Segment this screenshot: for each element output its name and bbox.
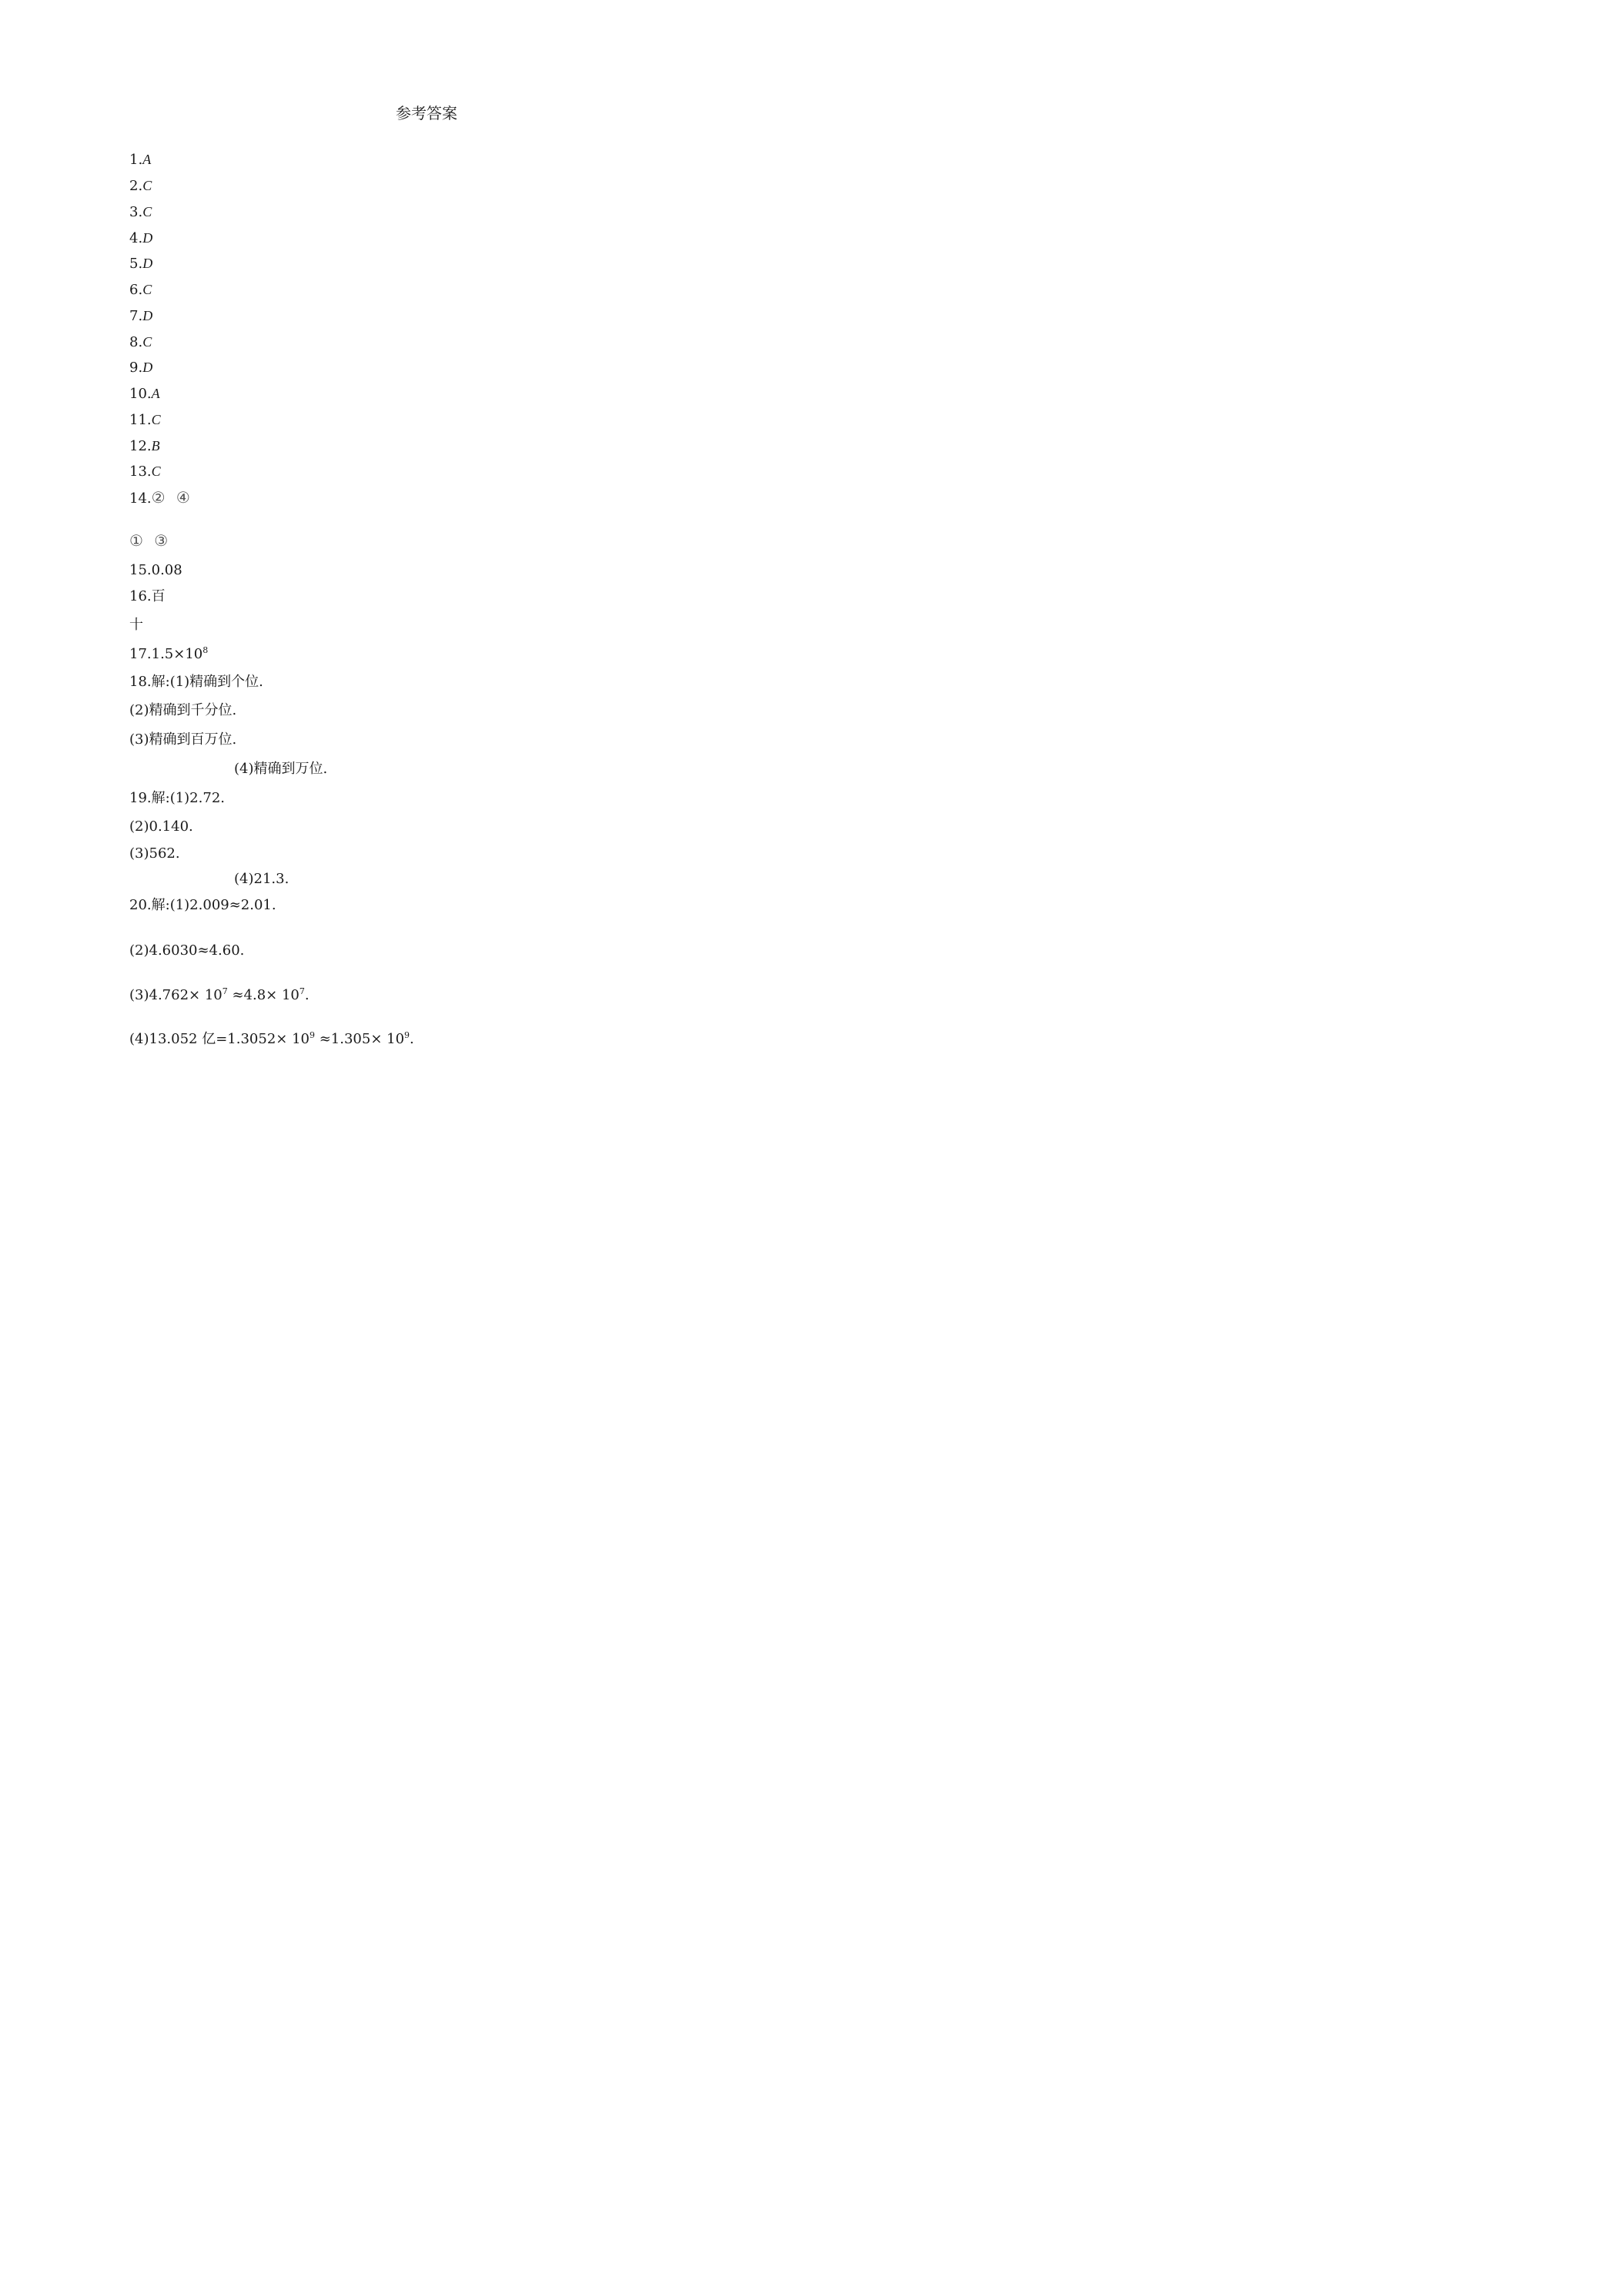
answer-19-line-4: (4)21.3.: [234, 871, 289, 887]
exponent: 7: [222, 986, 228, 996]
answer-choice: C: [142, 178, 152, 193]
answer-number: 4.: [129, 230, 143, 246]
answer-text: .: [304, 987, 310, 1003]
answer-text: (4)13.052 亿=1.3052× 10: [129, 1031, 310, 1047]
answer-17: [129, 645, 208, 664]
answer-choice: D: [142, 256, 153, 271]
answer-19-line-2: (2)0.140.: [129, 818, 193, 835]
exponent: 8: [202, 645, 209, 655]
answer-number: 3.: [129, 204, 143, 220]
answer-number: 1.: [129, 152, 143, 168]
answer-18-line-2: (2)精确到千分位.: [129, 702, 237, 718]
answer-number: 13.: [129, 464, 152, 480]
answer-number: 12.: [129, 438, 152, 454]
answer-choice: D: [142, 360, 153, 375]
answer-number: 5.: [129, 256, 143, 272]
answer-number: 2.: [129, 178, 143, 194]
answer-choice: D: [142, 230, 153, 246]
answer-number: 14.: [129, 490, 152, 507]
answer-7: [129, 306, 152, 326]
answer-number: 8.: [129, 334, 143, 350]
answer-text: .: [410, 1031, 414, 1047]
answer-choice: A: [142, 152, 152, 167]
answer-16-continued: 十: [129, 617, 143, 633]
answer-12: [129, 437, 160, 456]
answer-choice: D: [142, 308, 153, 323]
answer-number: 7.: [129, 308, 143, 324]
answer-circled-numbers: ② ④: [151, 488, 193, 507]
answer-choice: C: [151, 464, 161, 479]
answer-14: [129, 488, 193, 508]
answer-10: [129, 384, 160, 403]
answer-20-line-3: [129, 986, 310, 1005]
answer-number: 9.: [129, 360, 143, 376]
answer-20-line-2: (2)4.6030≈4.60.: [129, 942, 245, 959]
answer-11: [129, 410, 161, 430]
answer-choice: C: [142, 204, 152, 219]
answer-number: 11.: [129, 412, 152, 428]
answer-9: [129, 358, 152, 377]
answer-choice: C: [142, 334, 152, 350]
answer-18-line-4: (4)精确到万位.: [234, 761, 328, 777]
answer-6: [129, 280, 152, 300]
answer-circled-numbers: ① ③: [129, 531, 172, 550]
answer-1: [129, 150, 151, 169]
answer-16: 16.百: [129, 588, 166, 604]
exponent: 7: [299, 986, 305, 996]
exponent: 9: [404, 1030, 410, 1040]
answer-8: [129, 333, 152, 352]
answer-3: [129, 202, 152, 222]
answer-18-line-1: 18.解:(1)精确到个位.: [129, 674, 263, 690]
answer-text: ≈4.8× 10: [227, 987, 300, 1003]
answer-15: 15.0.08: [129, 562, 182, 578]
answer-19-line-3: (3)562.: [129, 845, 180, 862]
answer-2: [129, 176, 152, 196]
answer-choice: C: [151, 412, 161, 427]
answer-19-line-1: 19.解:(1)2.72.: [129, 790, 225, 806]
answer-text: ≈1.305× 10: [314, 1031, 405, 1047]
answer-choice: A: [151, 386, 160, 401]
answer-20-line-4: [129, 1030, 414, 1049]
answer-text: (3)4.762× 10: [129, 987, 223, 1003]
answer-5: [129, 254, 152, 273]
page-title: 参考答案: [396, 104, 457, 122]
answer-4: [129, 229, 152, 248]
answer-number: 6.: [129, 282, 143, 298]
answer-20-line-1: 20.解:(1)2.009≈2.01.: [129, 897, 276, 913]
answer-13: [129, 462, 161, 481]
answer-number: 10.: [129, 386, 152, 402]
answer-choice: C: [142, 282, 152, 297]
answer-choice: B: [151, 438, 160, 454]
answer-text: 17.1.5×10: [129, 646, 203, 662]
answer-18-line-3: (3)精确到百万位.: [129, 731, 237, 748]
answer-14-continued: [129, 531, 171, 551]
exponent: 9: [309, 1030, 315, 1040]
